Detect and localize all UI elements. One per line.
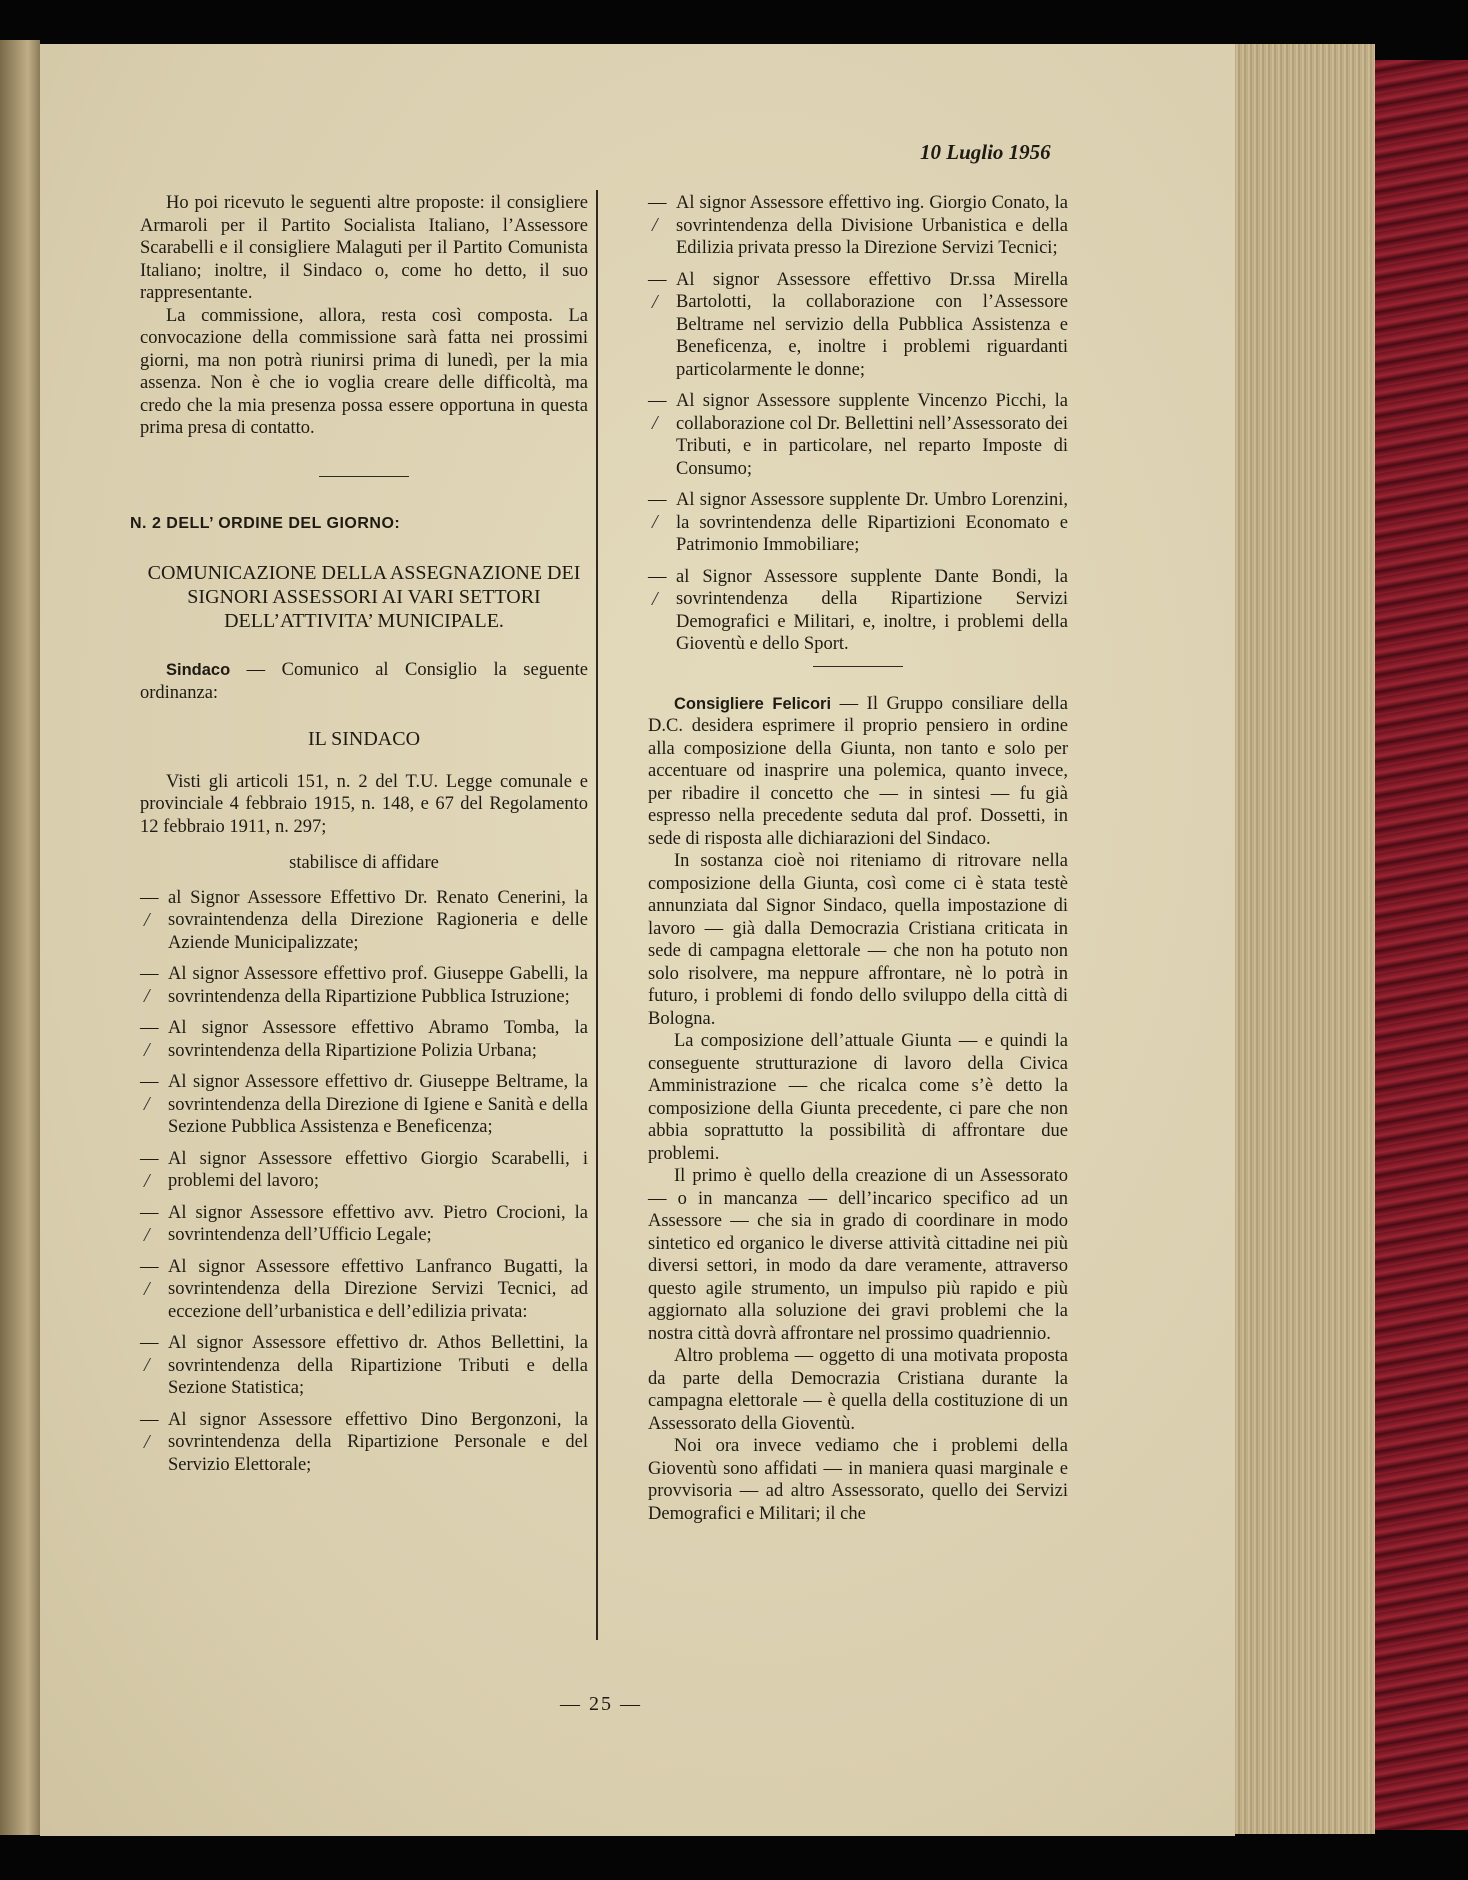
column-divider — [596, 190, 598, 1640]
list-item: — / Al signor Assessore effettivo Abramo Tomba, la sovrintendenza della Ripartizione Polizia Urbana; — [140, 1018, 588, 1061]
left-column — [130, 192, 589, 1485]
item-text: Al signor Assessore effettivo ing. Giorgio Conato, la sovrintendenza della Divisione Urbanistica e della Edilizia privata presso la Direzione Servizi Tecnici; — [676, 193, 1068, 258]
right-column — [648, 192, 1068, 1525]
speech-paragraph: Noi ora invece vediamo che i problemi della Gioventù sono affidati — in maniera quasi marginale e provvisoria — ad altro Assessorato, quello dei Servizi Demografici e Militari; il che — [648, 1436, 1068, 1524]
item-text: Al signor Assessore effettivo Giorgio Scarabelli, i problemi del lavoro; — [168, 1148, 588, 1191]
list-item: — / Al signor Assessore effettivo Dr.ssa Mirella Bartolotti, la collaborazione con l’Assessore Beltrame nel servizio della Pubblica Assistenza e Beneficenza, e, inoltre i problemi riguardanti particolarmente le donne; — [648, 269, 1068, 380]
ordinance-decree: stabilisce di affidare — [289, 853, 439, 873]
ordinance-body: Visti gli articoli 151, n. 2 del T.U. Legge comunale e provinciale 4 febbraio 1915, n. 148, e 67 del Regolamento 12 febbraio 1911, n. 297; — [140, 771, 588, 837]
speech-text: — Il Gruppo consiliare della D.C. desidera esprimere il proprio pensiero in ordine alla composizione della Giunta, non tanto e solo per accentuare od inasprire una polemica, quanto invece, per ribadire il concetto che — in sintesi — fu già espresso nella precedente seduta dal prof. Dossetti, in sede di risposta alle dichiarazioni del Sindaco. — [648, 693, 1069, 849]
item-text: Al signor Assessore effettivo dr. Athos Bellettini, la sovrintendenza della Ripartizione Tributi e della Sezione Statistica; — [168, 1333, 588, 1398]
list-item: — / Al signor Assessore effettivo ing. Giorgio Conato, la sovrintendenza della Divisione Urbanistica e della Edilizia privata presso la Direzione Servizi Tecnici; — [648, 193, 1068, 258]
felicori-paragraph — [648, 693, 1068, 851]
item-text: Al signor Assessore effettivo avv. Pietro Crocioni, la sovrintendenza dell’Ufficio Legale; — [168, 1202, 588, 1245]
list-item: — / Al signor Assessore effettivo dr. Giuseppe Beltrame, la sovrintendenza della Direzione di Igiene e Sanità e della Sezione Pubblica Assistenza e Beneficenza; — [140, 1072, 588, 1137]
list-item: — / al Signor Assessore supplente Dante Bondi, la sovrintendenza della Ripartizione Servizi Demografici e Militari, e, inoltre, i problemi della Gioventù e dello Sport. — [648, 566, 1068, 654]
item-text: Al signor Assessore effettivo dr. Giuseppe Beltrame, la sovrintendenza della Direzione di Igiene e Sanità e della Sezione Pubblica Assistenza e Beneficenza; — [168, 1072, 588, 1137]
book-cover — [1375, 60, 1468, 1830]
item-text: Al signor Assessore effettivo prof. Giuseppe Gabelli, la sovrintendenza della Ripartizione Pubblica Istruzione; — [168, 964, 588, 1007]
speech-text: — Comunico al Consiglio la seguente ordinanza: — [140, 660, 589, 703]
item-text: Al signor Assessore effettivo Lanfranco Bugatti, la sovrintendenza della Direzione Servizi Tecnici, ad eccezione dell’urbanistica e dell’edilizia privata: — [168, 1256, 588, 1322]
facing-page-edge — [0, 40, 40, 1835]
speech-paragraph: Altro problema — oggetto di una motivata proposta da parte della Democrazia Cristiana durante la campagna elettorale — è quella della costituzione di un Assessorato della Gioventù. — [648, 1346, 1068, 1434]
item-text: Al signor Assessore effettivo Abramo Tomba, la sovrintendenza della Ripartizione Polizia Urbana; — [168, 1018, 588, 1061]
sindaco-paragraph — [140, 659, 588, 704]
speaker-name: Sindaco — [166, 661, 231, 679]
intro-paragraph: La commissione, allora, resta così composta. La convocazione della commissione sarà fatta nei prossimi giorni, ma non potrà riunirsi prima di lunedì, per la mia assenza. Non è che io voglia creare delle difficoltà, ma credo che la mia presenza possa essere opportuna in questa prima presa di contatto. — [140, 305, 588, 438]
item-text: Al signor Assessore effettivo Dino Bergonzoni, la sovrintendenza della Ripartizione Personale e del Servizio Elettorale; — [168, 1409, 588, 1475]
list-item: — / Al signor Assessore effettivo Dino Bergonzoni, la sovrintendenza della Ripartizione Personale e del Servizio Elettorale; — [140, 1409, 588, 1475]
agenda-heading: N. 2 DELL’ ORDINE DEL GIORNO: — [130, 514, 401, 532]
section-separator — [319, 476, 409, 477]
list-item: — / al Signor Assessore Effettivo Dr. Renato Cenerini, la sovraintendenza della Direzione Ragioneria e delle Aziende Municipalizzate; — [140, 887, 588, 953]
list-item: — / Al signor Assessore effettivo avv. Pietro Crocioni, la sovrintendenza dell’Ufficio Legale; — [140, 1202, 588, 1246]
item-text: al Signor Assessore Effettivo Dr. Renato Cenerini, la sovraintendenza della Direzione Ragioneria e delle Aziende Municipalizzate; — [168, 887, 588, 953]
list-item: — / Al signor Assessore effettivo Lanfranco Bugatti, la sovrintendenza della Direzione Servizi Tecnici, ad eccezione dell’urbanistica e dell’edilizia privata: — [140, 1256, 588, 1322]
intro-paragraph: Ho poi ricevuto le seguenti altre proposte: il consigliere Armaroli per il Partito Socialista Italiano, l’Assessore Scarabelli e il consigliere Malaguti per il Partito Comunista Italiano; inoltre, il Sindaco o, come ho detto, il suo rappresentante. — [140, 193, 588, 303]
list-item: — / Al signor Assessore effettivo dr. Athos Bellettini, la sovrintendenza della Ripartizione Tributi e della Sezione Statistica; — [140, 1333, 588, 1398]
page-block-edge — [1235, 44, 1375, 1834]
item-text: Al signor Assessore effettivo Dr.ssa Mirella Bartolotti, la collaborazione con l’Assessore Beltrame nel servizio della Pubblica Assistenza e Beneficenza, e, inoltre i problemi riguardanti particolarmente le donne; — [676, 269, 1068, 380]
list-item: — / Al signor Assessore effettivo prof. Giuseppe Gabelli, la sovrintendenza della Ripartizione Pubblica Istruzione; — [140, 964, 588, 1007]
section-separator — [813, 666, 903, 667]
page-date: 10 Luglio 1956 — [920, 140, 1051, 164]
speech-paragraph: La composizione dell’attuale Giunta — e quindi la conseguente strutturazione di lavoro della Civica Amministrazione — che ricalca come s’è detto la composizione della Giunta precedente, ci pare che non abbia soprattutto la possibilità di affrontare due problemi. — [648, 1031, 1068, 1164]
item-text: al Signor Assessore supplente Dante Bondi, la sovrintendenza della Ripartizione Servizi Demografici e Militari, e, inoltre, i problemi della Gioventù e dello Sport. — [676, 566, 1068, 654]
list-item: — / Al signor Assessore supplente Vincenzo Picchi, la collaborazione col Dr. Bellettini nell’Assessorato dei Tributi, e in particolare, nel reparto Imposte di Consumo; — [648, 391, 1068, 479]
agenda-title: COMUNICAZIONE DELLA ASSEGNAZIONE DEI SIGNORI ASSESSORI AI VARI SETTORI DELL’ATTIVITA’ MUNICIPALE. — [147, 562, 581, 632]
ordinance-title: IL SINDACO — [307, 728, 421, 750]
page-number: — 25 — — [560, 1693, 642, 1715]
item-text: Al signor Assessore supplente Vincenzo Picchi, la collaborazione col Dr. Bellettini nell’Assessorato dei Tributi, e in particolare, nel reparto Imposte di Consumo; — [676, 391, 1068, 479]
speech-paragraph: In sostanza cioè noi riteniamo di ritrovare nella composizione della Giunta, così come ci è stata testè annunziata dal Signor Sindaco, quella impostazione di lavoro — già dalla Democrazia Cristiana criticata in sede di campagna elettorale — che non ha potuto non solo risolvere, ma neppure affrontare, nè lo potrà in futuro, i problemi di fondo dello sviluppo della città di Bologna. — [648, 851, 1068, 1029]
item-text: Al signor Assessore supplente Dr. Umbro Lorenzini, la sovrintendenza delle Ripartizioni Economato e Patrimonio Immobiliare; — [676, 490, 1068, 555]
speaker-name: Consigliere Felicori — [674, 694, 832, 713]
list-item: — / Al signor Assessore supplente Dr. Umbro Lorenzini, la sovrintendenza delle Ripartizioni Economato e Patrimonio Immobiliare; — [648, 490, 1068, 555]
speech-paragraph: Il primo è quello della creazione di un Assessorato — o in mancanza — dell’incarico specifico ad un Assessore — che sia in grado di coordinare in modo sintetico ed organico le diverse attività cittadine nei più diversi settori, in modo da dare veramente, attraverso questo agile strumento, un impulso più rapido e più aggiornato alla soluzione dei gravi problemi che la nostra città dovrà affrontare nel prossimo quadriennio. — [648, 1166, 1068, 1344]
list-item: — / Al signor Assessore effettivo Giorgio Scarabelli, i problemi del lavoro; — [140, 1148, 588, 1192]
